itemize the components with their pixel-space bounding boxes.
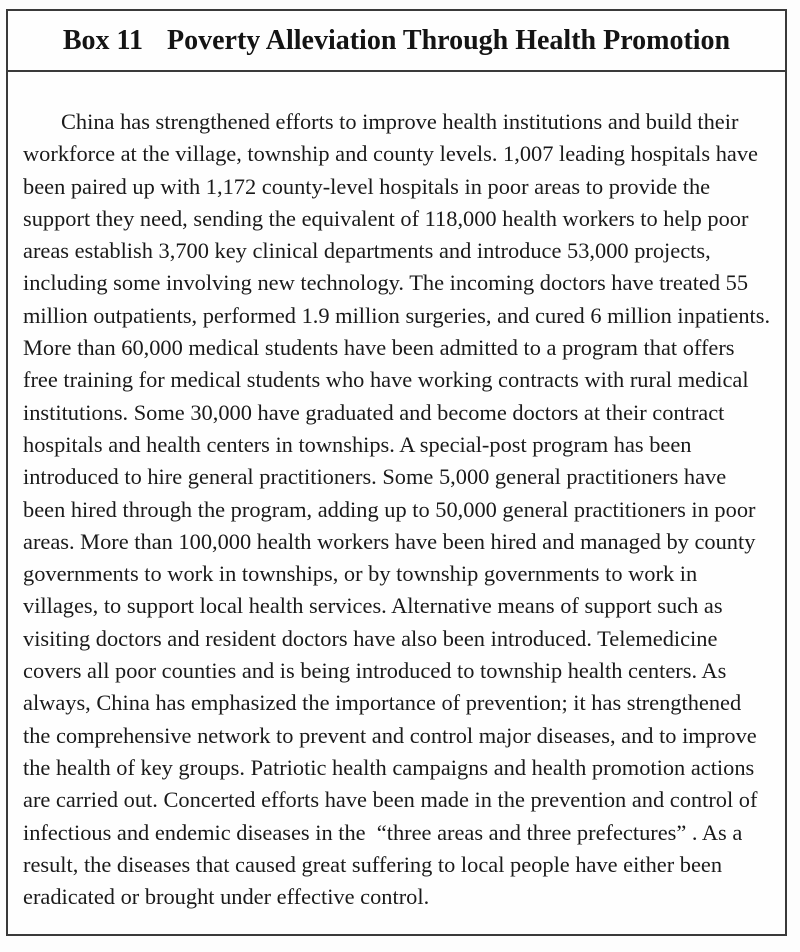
body-text-line: including some involving new technology. The incoming doctors have treated 55 [23,270,749,296]
box-body-text [8,72,785,913]
body-text-line: governments to work in townships, or by township governments to work in [23,561,698,587]
body-text-line: the comprehensive network to prevent and control major diseases, and to improve [23,722,757,748]
body-text-line: been hired through the program, adding up to 50,000 general practitioners in poor [23,496,756,522]
body-text-line: free training for medical students who have working contracts with rural medical [23,367,749,393]
body-text-line: areas. More than 100,000 health workers have been hired and managed by county [23,528,756,554]
body-text-line: villages, to support local health services. Alternative means of support such as [23,593,723,619]
body-text-line: the health of key groups. Patriotic health campaigns and health promotion actions [23,754,755,780]
box-header [8,11,785,72]
body-text-line: areas establish 3,700 key clinical departments and introduce 53,000 projects, [23,238,711,264]
body-text-line: introduced to hire general practitioners. Some 5,000 general practitioners have [23,464,727,490]
body-text-line: million outpatients, performed 1.9 million surgeries, and cured 6 million inpatients. [23,302,771,328]
body-text-line: hospitals and health centers in townships. A special-post program has been [23,431,692,457]
body-text-line: been paired up with 1,172 county-level hospitals in poor areas to provide the [23,173,711,199]
body-text-line: More than 60,000 medical students have been admitted to a program that offers [23,335,735,361]
body-text-line: institutions. Some 30,000 have graduated and become doctors at their contract [23,399,725,425]
box-title: Poverty Alleviation Through Health Promotion [167,24,731,56]
box-number-label: Box 11 [62,24,143,56]
body-text-line: infectious and endemic diseases in the “three areas and three prefectures” . As a [23,819,743,845]
body-text-line: result, the diseases that caused great suffering to local people have either been [23,851,723,877]
body-text-line: China has strengthened efforts to improve health institutions and build their [61,109,739,134]
body-text-line: workforce at the village, township and county levels. 1,007 leading hospitals have [23,141,758,167]
body-text-line: covers all poor counties and is being introduced to township health centers. As [23,658,727,684]
body-text-line: are carried out. Concerted efforts have been made in the prevention and control of [23,787,758,813]
body-text-line: eradicated or brought under effective control. [23,884,430,910]
body-text-line: support they need, sending the equivalent of 118,000 health workers to help poor [23,205,749,231]
body-text-line: visiting doctors and resident doctors have also been introduced. Telemedicine [23,625,718,651]
body-text-line: always, China has emphasized the importance of prevention; it has strengthened [23,690,742,716]
box-11-container [6,9,787,936]
